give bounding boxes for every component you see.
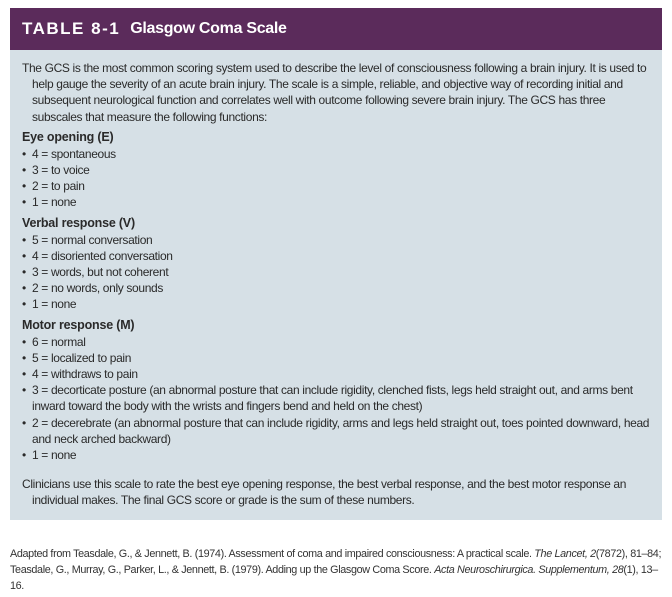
source-citation [10,546,662,594]
subscale-list [22,146,652,211]
list-item: • 5 = localized to pain [22,350,652,366]
table-body [10,50,662,520]
subscale-list [22,334,652,464]
table-number: TABLE 8-1 [22,19,121,38]
list-item: • 4 = spontaneous [22,146,652,162]
closing-paragraph: Clinicians use this scale to rate the best eye opening response, the best verbal response, and the best motor response an individual makes. The final GCS score or grade is the sum of these numbers. [22,477,627,508]
table-8-1 [10,8,662,520]
subscale-heading: Motor response (M) [22,317,135,332]
list-item: • 1 = none [22,447,652,463]
list-item: • 3 = decorticate posture (an abnormal posture that can include rigidity, clenched fists, legs held straight out, and arms bent inward toward the body with the wrists and fingers bend and held on the chest) [22,382,652,414]
list-item: • 3 = words, but not coherent [22,264,652,280]
subscale-heading: Eye opening (E) [22,129,114,144]
list-item: • 3 = to voice [22,162,652,178]
citation-text: (1), 13–16. [10,564,658,592]
list-item: • 6 = normal [22,334,652,350]
subscale-list [22,232,652,313]
citation-text: (7872), 81–84; Teasdale, G., Murray, G., Parker, L., & Jennett, B. (1979). Adding up the Glasgow Coma Score. [10,548,662,576]
list-item: • 5 = normal conversation [22,232,652,248]
list-item: • 4 = withdraws to pain [22,366,652,382]
list-item: • 2 = decerebrate (an abnormal posture that can include rigidity, arms and legs held straight out, toes pointed downward, head and neck arched backward) [22,415,652,447]
citation-journal: Acta Neuroschirurgica. Supplementum, 28 [434,564,624,576]
list-item: • 2 = to pain [22,178,652,194]
list-item: • 4 = disoriented conversation [22,248,652,264]
table-title: Glasgow Coma Scale [130,20,287,37]
citation-text: Adapted from Teasdale, G., & Jennett, B. (1974). Assessment of coma and impaired consciousness: A practical scale. [10,548,535,560]
subscale-heading: Verbal response (V) [22,215,135,230]
list-item: • 1 = none [22,194,652,210]
intro-paragraph: The GCS is the most common scoring system used to describe the level of consciousness following a brain injury. It is used to help gauge the severity of an acute brain injury. The scale is a simple, reliable, and objective way of recording initial and subsequent neurological function and correlates well with outcome following severe brain injury. The GCS has three subscales that measure the following functions: [22,61,647,124]
table-header [10,8,662,50]
citation-journal: The Lancet, 2 [534,548,596,560]
list-item: • 2 = no words, only sounds [22,280,652,296]
list-item: • 1 = none [22,296,652,312]
